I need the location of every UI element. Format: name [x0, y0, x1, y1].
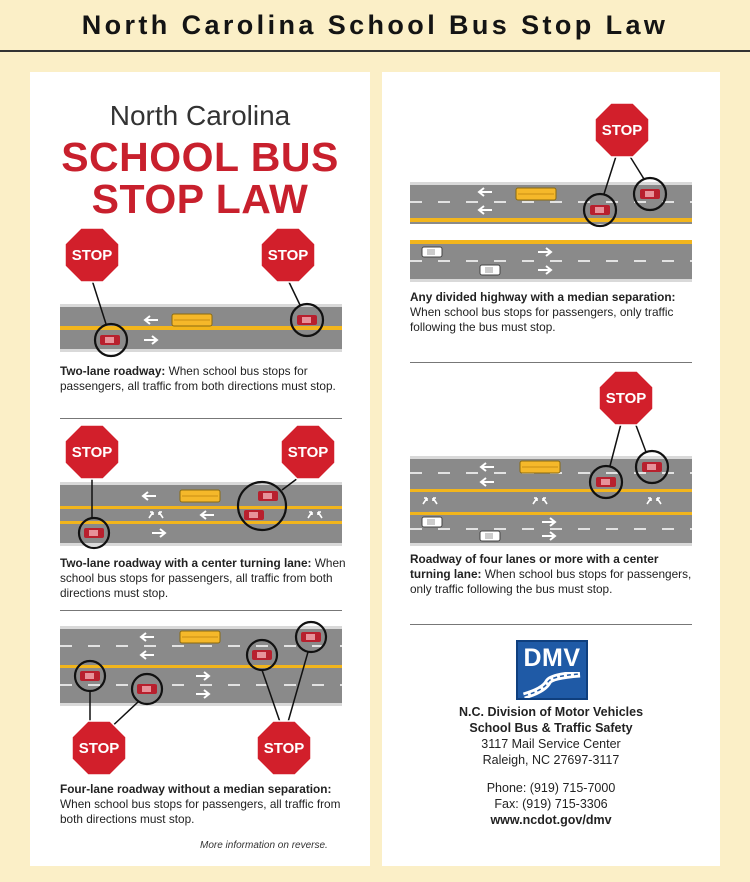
dmv-logo [516, 640, 588, 700]
caption-body: When school bus stops for passengers, all traffic from both directions must stop. [60, 797, 341, 826]
stopped-car [590, 205, 610, 215]
stopped-car [100, 335, 120, 345]
stopped-car [301, 632, 321, 642]
caption-body: When school bus stops for passengers, all traffic from both directions must stop. [60, 556, 346, 600]
diagram-four-lane-turn [410, 371, 692, 546]
diagram-two-lane [60, 228, 342, 356]
school-bus [516, 188, 556, 200]
caption-body: When school bus stops for passengers, only traffic following the bus must stop. [410, 567, 692, 596]
stopped-car [297, 315, 317, 325]
school-bus [172, 314, 212, 326]
moving-car [480, 531, 500, 541]
stop-sign-text: STOP [263, 740, 305, 757]
stopped-car [244, 510, 264, 520]
more-info-note: More information on reverse. [200, 840, 328, 851]
heading-stop-law: STOP LAW [91, 176, 309, 222]
heading-school-bus: SCHOOL BUS [61, 134, 339, 180]
school-bus [180, 490, 220, 502]
stopped-car [640, 189, 660, 199]
caption-two-lane-turn [60, 556, 350, 601]
banner-title: North Carolina School Bus Stop Law [81, 10, 669, 40]
caption-body: When school bus stops for passengers, only traffic following the bus must stop. [410, 305, 674, 334]
dmv-logo-text: DMV [523, 644, 581, 672]
caption-four-lane-turn [410, 552, 700, 597]
caption-body: When school bus stops for passengers, all traffic from both directions must stop. [60, 364, 336, 393]
stop-sign-text: STOP [71, 444, 113, 461]
diagram-four-lane [60, 622, 342, 775]
right-panel [382, 72, 720, 866]
stopped-car [84, 528, 104, 538]
stop-sign-text: STOP [71, 247, 113, 264]
caption-divided-highway [410, 290, 692, 335]
school-bus [180, 631, 220, 643]
dmv-address-block [382, 704, 720, 768]
diagram-two-lane-turn [60, 425, 342, 548]
dmv-website-link[interactable]: www.ncdot.gov/dmv [490, 813, 612, 827]
dmv-phone: Phone: (919) 715-7000 [486, 781, 616, 795]
caption-title: Two-lane roadway: [60, 364, 166, 378]
dmv-org: N.C. Division of Motor Vehicles [458, 705, 644, 719]
caption-title: Four-lane roadway without a median separation: [60, 782, 332, 796]
stopped-car [252, 650, 272, 660]
moving-car [422, 517, 442, 527]
left-diagrams [30, 72, 370, 866]
heading-state: North Carolina [109, 100, 291, 131]
stopped-car [80, 671, 100, 681]
stop-sign-text: STOP [78, 740, 120, 757]
diagram-divided-highway [410, 103, 692, 282]
stop-sign-text: STOP [605, 390, 647, 407]
caption-title: Any divided highway with a median separation: [410, 290, 676, 304]
stopped-car [596, 477, 616, 487]
divider [410, 362, 692, 363]
left-panel [30, 72, 370, 866]
road-icon [518, 672, 586, 698]
caption-title: Two-lane roadway with a center turning lane: [60, 556, 312, 570]
divider [60, 610, 342, 611]
stop-sign-text: STOP [601, 122, 643, 139]
dmv-fax: Fax: (919) 715-3306 [494, 797, 608, 811]
stopped-car [137, 684, 157, 694]
stopped-car [642, 462, 662, 472]
dmv-address-1: 3117 Mail Service Center [481, 737, 621, 751]
dmv-dept: School Bus & Traffic Safety [469, 721, 633, 735]
caption-title: Roadway of four lanes or more with a center turning lane: [410, 552, 659, 581]
banner [0, 0, 750, 52]
caption-two-lane [60, 364, 350, 394]
divider [410, 624, 692, 625]
moving-car [480, 265, 500, 275]
dmv-contact-block [382, 780, 720, 828]
caption-four-lane [60, 782, 350, 827]
school-bus [520, 461, 560, 473]
stopped-car [258, 491, 278, 501]
stop-sign-text: STOP [267, 247, 309, 264]
divider [60, 418, 342, 419]
stop-sign-text: STOP [287, 444, 329, 461]
moving-car [422, 247, 442, 257]
dmv-address-2: Raleigh, NC 27697-3117 [482, 753, 620, 767]
